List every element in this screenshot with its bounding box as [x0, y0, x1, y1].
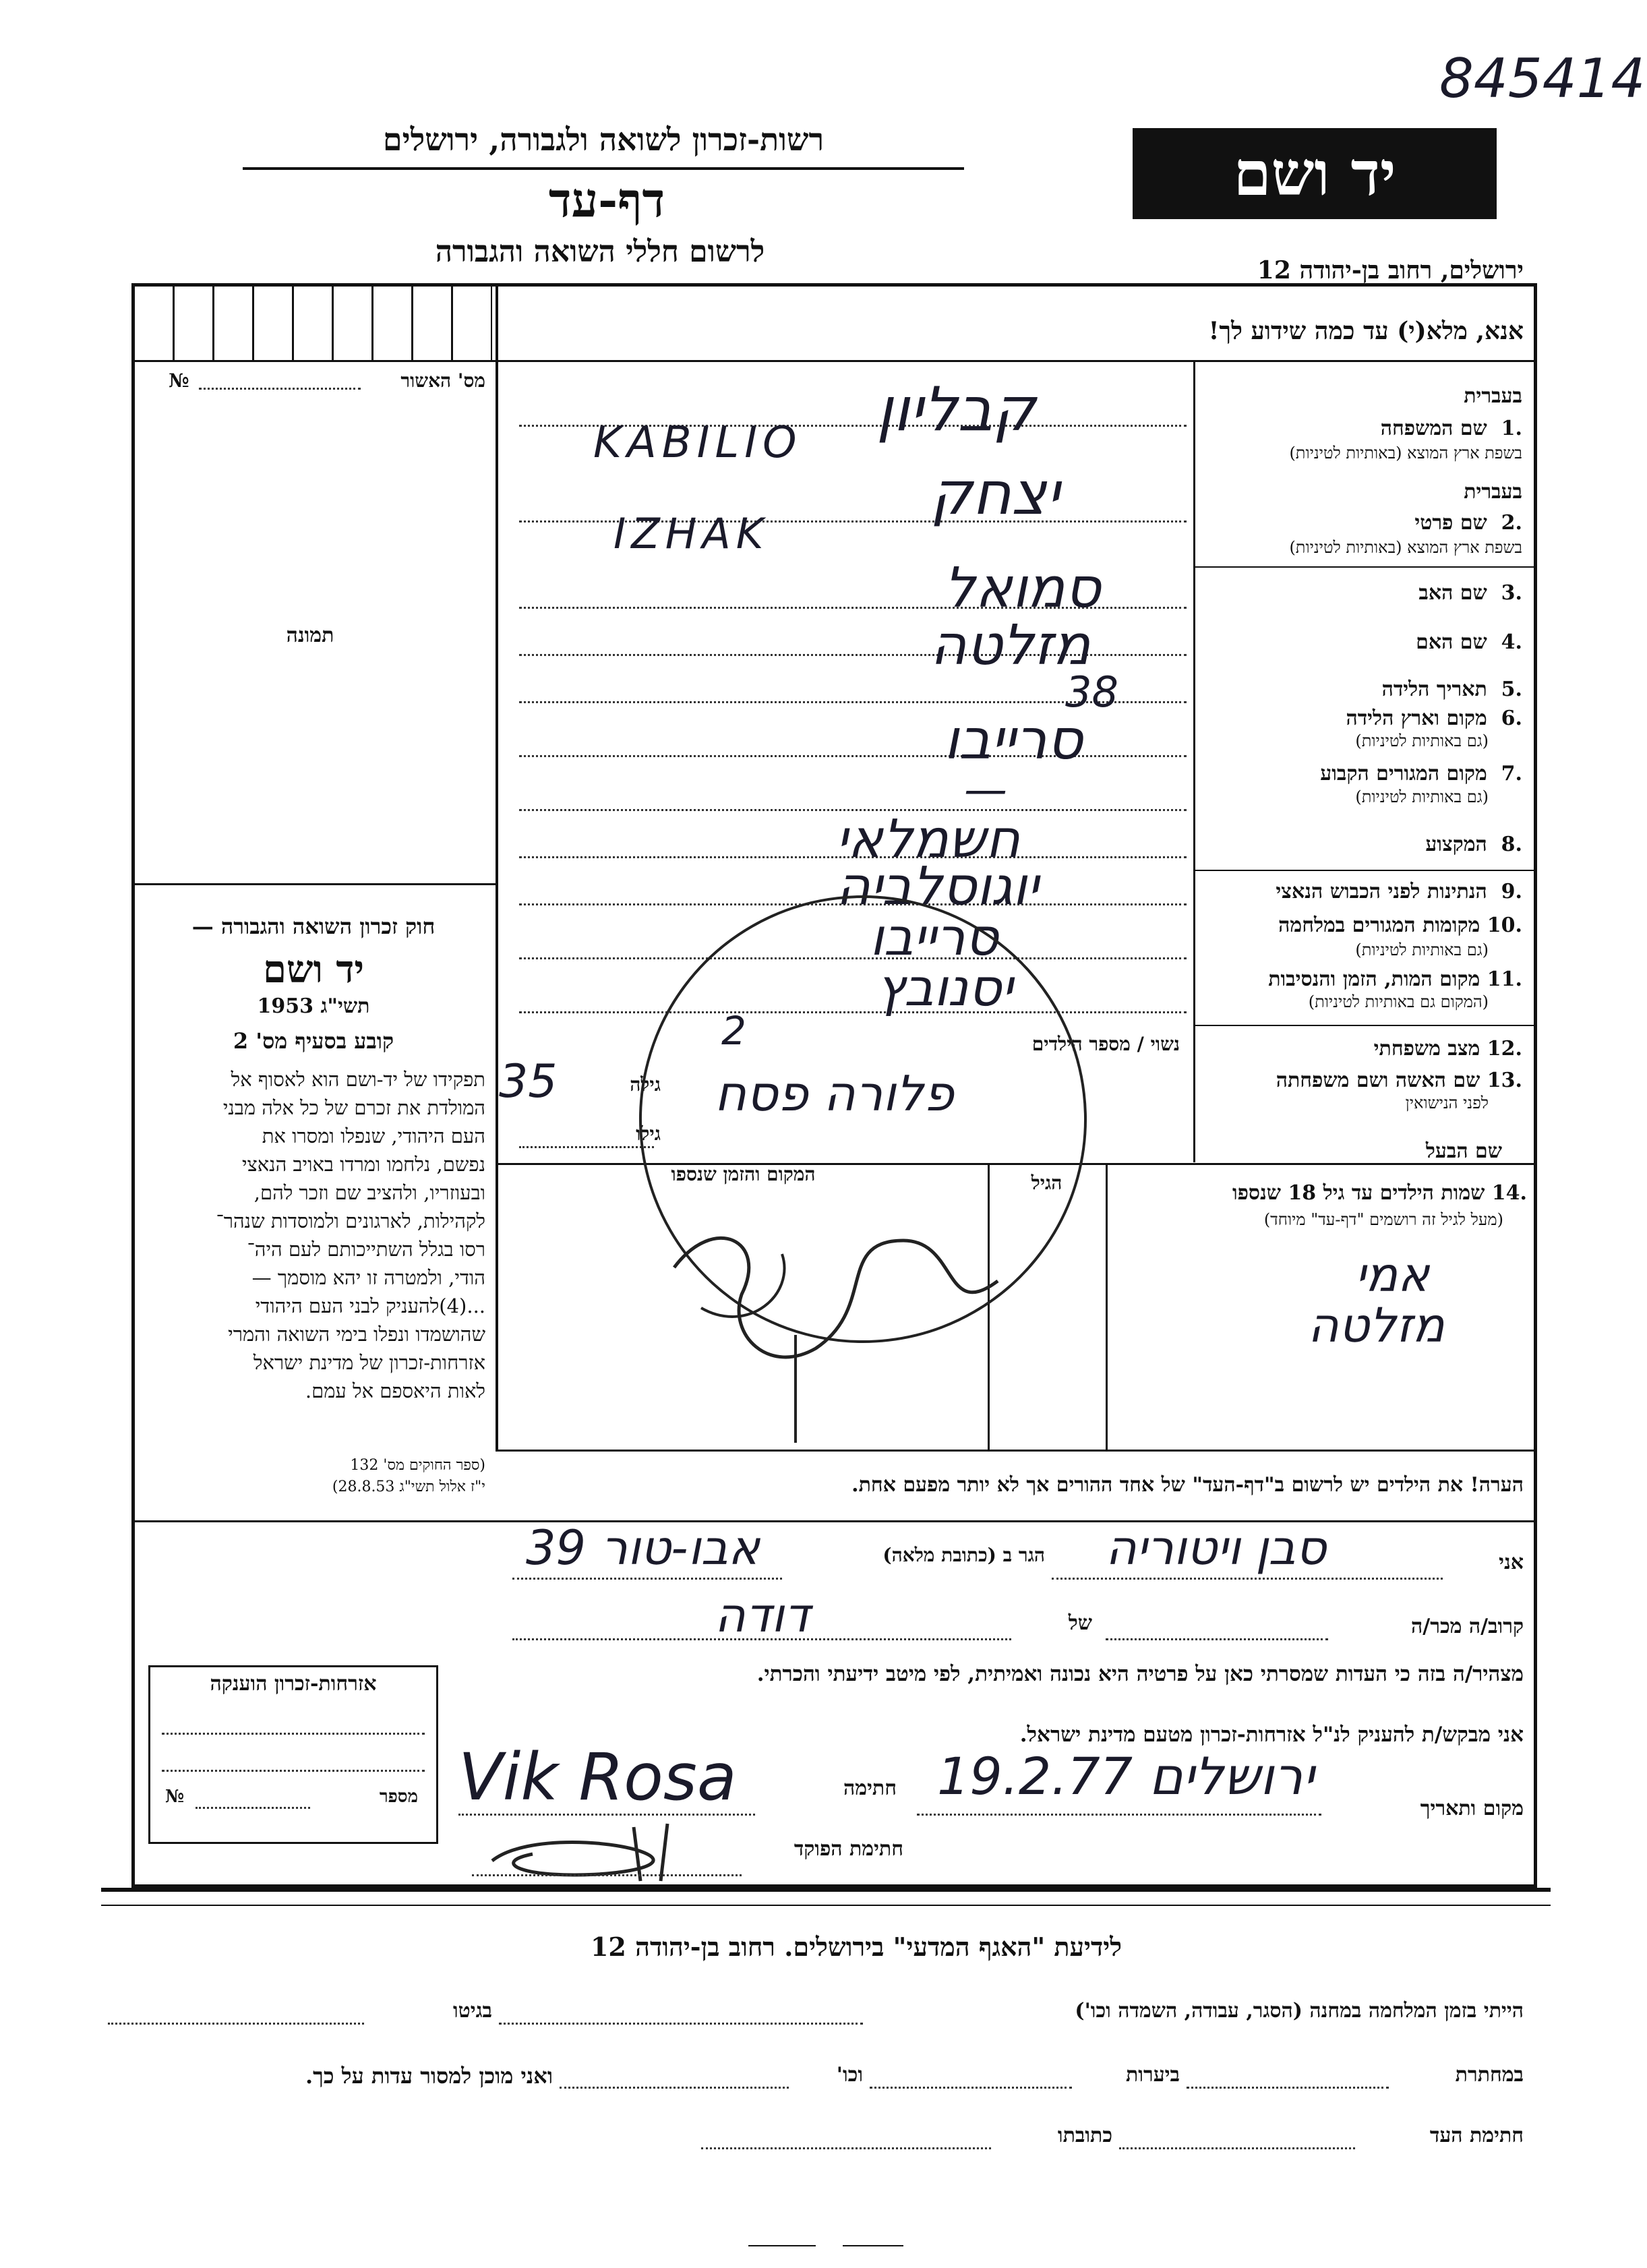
label-origin-2: בשפת ארץ המוצא (באותיות לטיניות) [1289, 538, 1522, 557]
approval-label: מס' האשור [400, 369, 485, 392]
label-death: מקום המות, הזמן והנסיבות [1268, 967, 1480, 991]
label-wartime: מקומות המגורים במלחמה [1278, 914, 1480, 937]
label-wife: שם האשה ושם משפחתה [1276, 1069, 1480, 1092]
label-birthplace: מקום וארץ הלידה [1346, 707, 1487, 730]
label-premarital: לפני הנישואין [1405, 1094, 1489, 1112]
surname-latin: KABILIO [593, 418, 802, 468]
instruction: אנא, מלא(י) עד כמה שידוע לך! [1208, 317, 1524, 345]
bottom-etc: וכו' [836, 2063, 863, 2087]
label-married: נשוי / מספר הילדים [1031, 1033, 1180, 1055]
law-line: ובעוזריו, ולהציב שם וזכר להם, [253, 1181, 485, 1204]
logo-text: יד ושם [1233, 138, 1396, 210]
box-no: № [165, 1787, 185, 1807]
residence: — [964, 765, 1007, 815]
declarant-name: סבן ויטוריה [1106, 1520, 1327, 1576]
mother-name: מזלטה [930, 614, 1091, 678]
law-line: תפקידו של יד-ושם הוא לאסוף אל [231, 1068, 485, 1091]
law-line: לאות היאספם אל עמם. [305, 1379, 485, 1402]
declaration: מצהיר/ה בזה כי העדות שמסרתי כאן על פרטיה היא נכונה ואמיתית, לפי מיטב ידיעתי והכרתי. [756, 1662, 1524, 1686]
label-of: של [1068, 1611, 1092, 1635]
bottom-camp: הייתי בזמן המלחמה במחנה (הסגר, עבודה, השמדה וכו') [1075, 1999, 1524, 2023]
label-place-date: מקום ותאריך [1420, 1797, 1524, 1820]
law-section: קובע בסעיף מס' 2 [233, 1028, 394, 1054]
law-line: העם היהודי, שנפלו ומסרו את [262, 1125, 485, 1147]
logo [1133, 128, 1497, 219]
wife-name: פלורה פסח [715, 1065, 954, 1122]
signature-scribble [593, 863, 1119, 1470]
label-relative: קרוב/ה מכר/ה [1411, 1615, 1524, 1638]
form-subtitle: לרשום חללי השואה והגבורה [435, 235, 765, 269]
form-title: דף-עד [548, 172, 665, 228]
approval-boxes [135, 287, 492, 360]
label-surname: שם המשפחה [1380, 417, 1487, 440]
signature-value: Vik Rosa [458, 1739, 737, 1815]
given-hebrew: יצחק [930, 458, 1060, 528]
given-latin: IZHAK [613, 509, 769, 558]
declarant-i: אני [1499, 1551, 1524, 1574]
approval-no: № [169, 369, 189, 392]
place-date-value: ירושלים 19.2.77 [937, 1746, 1315, 1806]
law-line: הודי, ולמטרה זו יהא מוסמך — [251, 1266, 485, 1289]
relation-value: דודה [715, 1588, 810, 1643]
law-year: תשי"ג 1953 [257, 994, 370, 1018]
label-signature: חתימה [843, 1777, 897, 1800]
law-name: יד ושם [262, 947, 365, 992]
label-children-sub: (מעל לגיל זה רושמים "דף-עד" מיוחד) [1263, 1210, 1503, 1229]
declarant-address: אבו-טור 39 [526, 1520, 760, 1576]
law-line: שהושמדו ונפלו בימי השואה והמרי [228, 1323, 485, 1346]
birth-place: סרייבו [944, 708, 1083, 772]
label-age-col: הגיל [1031, 1172, 1062, 1194]
label-profession: המקצוע [1425, 833, 1487, 856]
bottom-heading: לידיעת "האגף המדעי" בירושלים. רחוב בן-יהודה 12 [590, 1932, 1122, 1962]
children-count: 2 [721, 1008, 746, 1054]
label-father: שם האב [1418, 581, 1487, 605]
law-line: לקהילות, לארגונים ולמוסדות שנהר־ [216, 1210, 485, 1232]
child-2: מזלטה [1308, 1298, 1445, 1353]
photo-label: תמונה [286, 624, 334, 647]
label-hebrew-2: בעברית [1464, 480, 1522, 504]
label-marital: מצב משפחתי [1373, 1037, 1480, 1061]
law-line: נפשם, נלחמו ומרדו באויב הנאצי [241, 1153, 485, 1176]
label-resident: הגר ב (כתובת מלאה) [882, 1544, 1045, 1566]
wife-age: 35 [499, 1055, 558, 1108]
surname-hebrew: קבליון [876, 374, 1036, 445]
box-title: אזרחות-זכרון הוענקה [210, 1672, 377, 1696]
label-place-col: המקום והזמן שנספו [671, 1163, 816, 1185]
header-underline [243, 167, 964, 170]
label-age-2: גילו [636, 1123, 661, 1145]
law-line: אזרחות-זכרון של מדינת ישראל [253, 1351, 485, 1374]
death-place: יסנובץ [876, 957, 1013, 1017]
profession: חשמלאי [836, 809, 1021, 870]
address: ירושלים, רחוב בן-יהודה 12 [1257, 256, 1524, 285]
label-latin-10: (גם באותיות לטיניות) [1355, 941, 1489, 959]
label-hebrew: בעברית [1464, 384, 1522, 408]
label-husband: שם הבעל [1425, 1139, 1502, 1163]
label-age: גילה [630, 1073, 661, 1096]
label-origin-1: בשפת ארץ המוצא (באותיות לטיניות) [1289, 444, 1522, 462]
wartime-residence: סרייבו [870, 907, 998, 967]
label-officer: חתימת הפוקד [793, 1837, 903, 1861]
bottom-address: כתובתו [1057, 2124, 1112, 2147]
law-title: חוק זכרון השואה והגבורה — [191, 914, 436, 939]
law-ref-2: י"ז אלול תשי"ג 28.8.53) [332, 1479, 485, 1495]
officer-signature [472, 1814, 728, 1888]
label-children: שמות הילדים עד גיל 18 שנספו [1232, 1181, 1485, 1205]
label-mother: שם האם [1416, 630, 1487, 654]
law-line: רסו בגלל השתייכותם לעם היה־ [247, 1238, 485, 1261]
child-1: אמי [1355, 1247, 1429, 1303]
label-latin-6: (גם באותיות לטיניות) [1355, 732, 1489, 750]
law-ref-1: (ספר החוקים מס' 132 [350, 1457, 485, 1474]
label-given: שם פרטי [1414, 511, 1487, 535]
bottom-witness-sig: חתימת העד [1429, 2124, 1524, 2147]
label-latin-11: (המקום גם באותיות לטיניות) [1308, 992, 1489, 1011]
law-line: המולדת את זכרם של כל אלה מבני [222, 1096, 485, 1119]
label-latin-7: (גם באותיות לטיניות) [1355, 787, 1489, 806]
bottom-ready: ואני מוכן למסור עדות על כך. [305, 2063, 553, 2089]
law-line: ...(4)להעניק לבני העם היהודי [255, 1294, 485, 1317]
box-number: מספר [379, 1787, 418, 1807]
bottom-forests: ביערות [1125, 2063, 1180, 2087]
bottom-ghetto: בגיטו [452, 1999, 492, 2023]
bottom-underground: במחתרת [1455, 2063, 1524, 2087]
org-name: רשות-זכרון לשואה ולגבורה, ירושלים [382, 121, 825, 158]
label-residence: מקום המגורים הקבוע [1320, 762, 1487, 785]
father-name: סמואל [944, 556, 1101, 620]
citizenship: יוגוסלביה [836, 856, 1039, 917]
birth-date: 38 [1065, 667, 1118, 717]
note: הערה! את הילדים יש לרשום ב"דף-העד" של אחד ההורים אך לא יותר מפעם אחת. [851, 1473, 1524, 1497]
label-citizenship: הנתינות לפני הכבוש הנאצי [1276, 880, 1487, 903]
request: אני מבקש/ת להעניק לנ"ל אזרחות-זכרון מטעם מדינת ישראל. [1019, 1723, 1524, 1747]
archive-number: 845414 [1439, 47, 1646, 110]
law-text [142, 1065, 485, 1405]
label-birthdate: תאריך הלידה [1381, 678, 1487, 701]
